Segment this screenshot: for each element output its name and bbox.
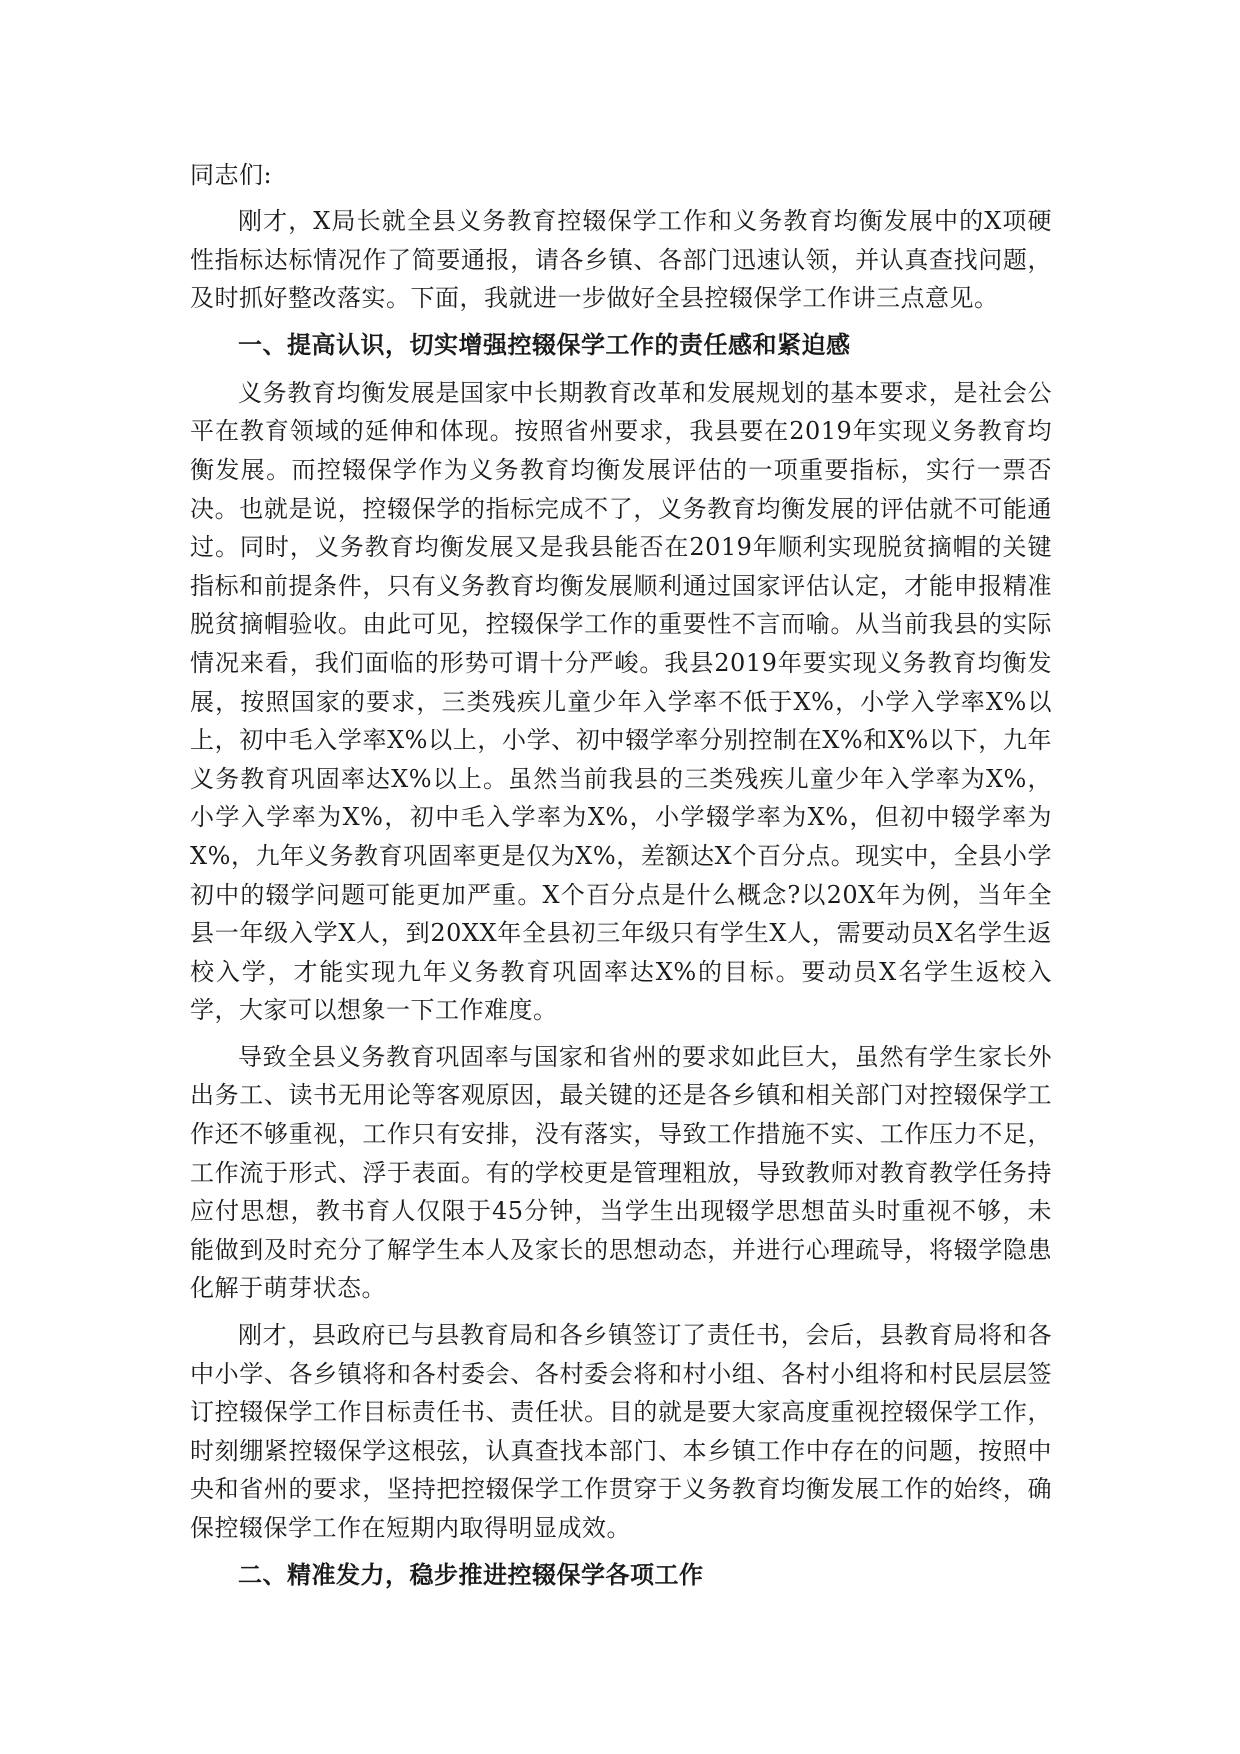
section-2-heading: 二、精准发力，稳步推进控辍保学各项工作 [238,1559,704,1589]
section-1-paragraph-3: 刚才，县政府已与县教育局和各乡镇签订了责任书，会后，县教育局将和各中小学、各乡镇将和各村委会、各村委会将和村小组、各村小组将和村民层层签订控辍保学工作目标责任书、责任状。目的就是要大家高度重视控辍保学工作，时刻绷紧控辍保学这根弦，认真查找本部门、本乡镇工作中存在的问题，按照中央和省州的要求，坚持把控辍保学工作贯穿于义务教育均衡发展工作的始终，确保控辍保学工作在短期内取得明显成效。 [190,1321,1052,1542]
salutation: 同志们: [190,161,273,189]
section-1-paragraph-2: 导致全县义务教育巩固率与国家和省州的要求如此巨大，虽然有学生家长外出务工、读书无用论等客观原因，最关键的还是各乡镇和相关部门对控辍保学工作还不够重视，工作只有安排，没有落实，导致工作措施不实、工作压力不足，工作流于形式、浮于表面。有的学校更是管理粗放，导致教师对教育教学任务持应付思想，教书育人仅限于45分钟，当学生出现辍学思想苗头时重视不够，未能做到及时充分了解学生本人及家长的思想动态，并进行心理疏导，将辍学隐患化解于萌芽状态。 [190,1042,1052,1303]
section-1-paragraph-1: 义务教育均衡发展是国家中长期教育改革和发展规划的基本要求，是社会公平在教育领域的延伸和体现。按照省州要求，我县要在2019年实现义务教育均衡发展。而控辍保学作为义务教育均衡发展评估的一项重要指标，实行一票否决。也就是说，控辍保学的指标完成不了，义务教育均衡发展的评估就不可能通过。同时，义务教育均衡发展又是我县能否在2019年顺利实现脱贫摘帽的关键指标和前提条件，只有义务教育均衡发展顺利通过国家评估认定，才能申报精准脱贫摘帽验收。由此可见，控辍保学工作的重要性不言而喻。从当前我县的实际情况来看，我们面临的形势可谓十分严峻。我县2019年要实现义务教育均衡发展，按照国家的要求，三类残疾儿童少年入学率不低于X%，小学入学率X%以上，初中毛入学率X%以上，小学、初中辍学率分别控制在X%和X%以下，九年义务教育巩固率达X%以上。虽然当前我县的三类残疾儿童少年入学率为X%，小学入学率为X%，初中毛入学率为X%，小学辍学率为X%，但初中辍学率为X%，九年义务教育巩固率更是仅为X%，差额达X个百分点。现实中，全县小学初中的辍学问题可能更加严重。X个百分点是什么概念?以20X年为例，当年全县一年级入学X人，到20XX年全县初三年级只有学生X人，需要动员X名学生返校入学，才能实现九年义务教育巩固率达X%的目标。要动员X名学生返校入学，大家可以想象一下工作难度。 [190,378,1052,1025]
document-page [190,156,1052,1604]
intro-paragraph: 刚才，X局长就全县义务教育控辍保学工作和义务教育均衡发展中的X项硬性指标达标情况作了简要通报，请各乡镇、各部门迅速认领，并认真查找问题，及时抓好整改落实。下面，我就进一步做好全县控辍保学工作讲三点意见。 [190,207,1052,313]
section-1-heading: 一、提高认识，切实增强控辍保学工作的责任感和紧迫感 [238,329,851,359]
